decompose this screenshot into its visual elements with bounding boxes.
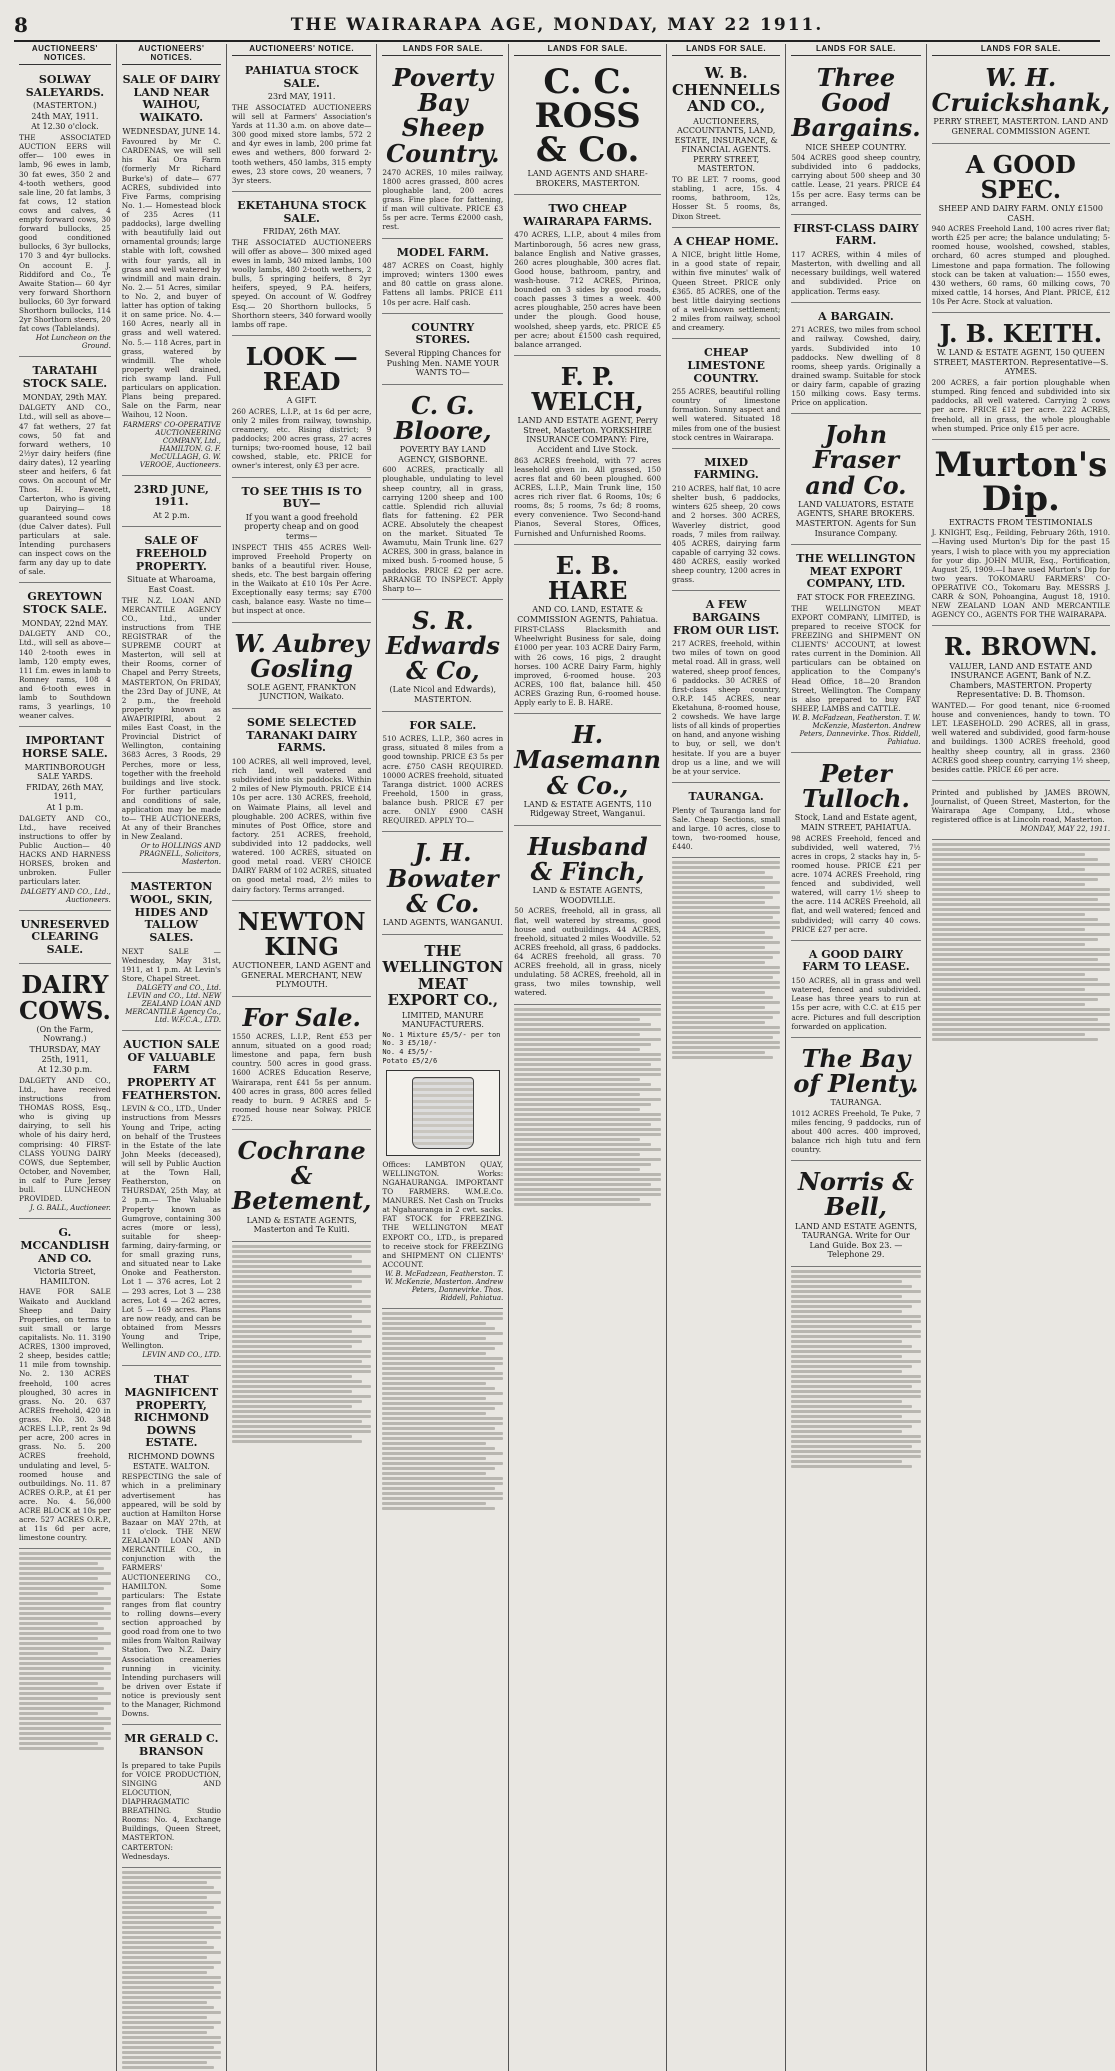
ad-title: CHEAP LIMESTONE COUNTRY. [687, 346, 765, 385]
ad-title: COUNTRY STORES. [411, 320, 475, 347]
advertisement [791, 218, 920, 303]
advertisement [382, 835, 503, 934]
ad-body-text: WANTED.— For good tenant, nice 6-roomed house and conveniences, handy to town. TO LET. LEASEHOLD. 290 ACRES, all in grass, well watered and subdivided, good farm-house and buildings. 1300 ACRES freehold, good healthy sheep country, all in grass. 2360 ACRES good sheep country, carrying 1½ sheep, besides cattle. PRICE £6 per acre. [931, 700, 1111, 774]
fine-print-filler [122, 1871, 221, 2069]
ad-body-text: 487 ACRES on Coast, highly improved; winters 1300 ewes and 80 cattle on grass alone. Fattens all lambs. PRICE £11 10s per acre. Half cash. [382, 261, 504, 307]
ad-title: TO SEE THIS IS TO BUY— [241, 484, 362, 511]
advertisement [232, 904, 371, 997]
ad-line: THURSDAY, MAY 25th, 1911, [29, 1045, 101, 1064]
column-heading: LANDS FOR SALE. [514, 44, 661, 56]
column-5 [509, 44, 667, 2071]
ad-body-text: INSPECT THIS 455 ACRES Well-improved Freehold Property on banks of a beautiful river. House, sheds, etc. The best bargain offering in the Waikato at £10 10s Per Acre. Exceptionally easy terms; say £700 cash, balance easy. Waste no time—but inspect at once. [231, 542, 372, 616]
ad-title: THE WELLINGTON MEAT EXPORT COMPANY, LTD. [796, 552, 916, 591]
ad-subtitle: LAND AND ESTATE AGENTS, TAURANGA. Write for Our Land Guide. Box 23. — Telephone 29. [794, 1221, 917, 1260]
ad-title: FIRST-CLASS DAIRY FARM. [793, 221, 919, 248]
ad-line: No. 4 £5/5/- [382, 1048, 433, 1057]
condensed-milk-ad [386, 1070, 500, 1156]
ad-body-text: THE ASSOCIATED AUCTION EERS will offer— 100 ewes in lamb, 96 ewes in lamb, 30 fat ewes, 350 2 and 4-tooth wethers, good sale line, 20 fat lambs, 3 fat cows, 12 station cows and calves, 4 empty forward cows, 30 forward bullocks, 25 good conditioned bullocks, 6 3yr bullocks, 170 3 and 4yr bullocks. On account E. J. Riddiford and Co., Te Awaite Station— 60 4yr very forward Shorthorn bullocks, 60 3yr forward Shorthorn bullocks, 114 2yr Shorthorn steers, 20 fat cows (Tablelands). [19, 133, 111, 334]
ad-signature: DALGETY and CO., Ltd. LEVIN and CO., Ltd. NEW ZEALAND LOAN AND MERCANTILE Agency Co., Ltd. W.F.C.A., LTD. [125, 984, 221, 1025]
masthead [14, 10, 1100, 42]
ad-line: FRIDAY, 26th MAY, 1911, [26, 782, 104, 802]
ad-body-text: THE ASSOCIATED AUCTIONEERS will sell at Farmers' Association's Yards at 11.30 a.m. on above date— 300 good mixed store lambs, 572 2 and 4yr ewes in lamb, 200 prime fat ewes and wethers, 800 forward 2-tooth wethers, 450 lambs, 315 empty ewes, 23 store cows, 20 weaners, 7 3yr steers. [231, 102, 372, 185]
ad-subtitle: SHEEP AND DAIRY FARM. ONLY £1500 CASH. [938, 203, 1103, 223]
ad-subtitle: LAND VALUATORS, ESTATE AGENTS, SHARE BROKERS. MASTERTON. Agents for Sun Insurance Company. [795, 499, 917, 538]
column-heading: LANDS FOR SALE. [932, 44, 1111, 56]
ad-title: MIXED FARMING. [693, 455, 759, 482]
advertisement [791, 548, 920, 753]
ad-title: W. B. CHENNELLS AND CO., [671, 64, 781, 115]
page-number: 8 [14, 13, 28, 37]
ad-title: IMPORTANT HORSE SALE. [22, 734, 108, 761]
ad-subtitle: LAND AND ESTATE AGENT, Perry Street, Masterton. YORKSHIRE INSURANCE COMPANY: Fire, Accident and Live Stock. [517, 416, 658, 455]
ad-title: PAHIATUA STOCK SALE. [245, 64, 359, 90]
ad-title: FOR SALE. [409, 718, 477, 732]
ad-title: W. H. Cruickshank, [931, 63, 1111, 118]
ad-body-text: 100 ACRES, all well improved, level, rich land, well watered and subdivided into six paddocks. Within 2 miles of New Plymouth. PRICE £14 10s per acre. 130 ACRES, freehold, on Waimate Plains, all level and ploughable. 200 ACRES, within five minutes of Post Office, store and factory. 251 ACRES, freehold, subdivided into 12 paddocks, well watered. 100 ACRES, situated on good metal road. VERY CHOICE DAIRY FARM of 102 ACRES, situated on good metal road, 2½ miles to dairy factory. Terms arranged. [231, 756, 372, 894]
ad-subtitle: LIMITED, MANURE MANUFACTURERS. [401, 1010, 484, 1030]
advertisement [514, 548, 661, 715]
ad-title: A BARGAIN. [818, 309, 894, 323]
ad-line: 24th MAY, 1911. [31, 111, 99, 121]
advertisement [514, 359, 661, 545]
advertisement [19, 1222, 111, 1549]
ad-title: MODEL FARM. [396, 245, 489, 259]
fine-print-filler [791, 1270, 920, 1468]
advertisement [932, 784, 1111, 840]
ad-subtitle: Victoria Street, HAMILTON. [33, 1267, 96, 1286]
ad-subtitle: At 2 p.m. [152, 510, 190, 520]
ad-title: J. B. KEITH. [939, 319, 1103, 349]
advertisement [232, 60, 371, 192]
ad-title: SALE OF DAIRY LAND NEAR WAIHOU, WAIKATO. [122, 73, 221, 124]
ad-title: J. H. Bowater & Co. [387, 838, 499, 918]
ad-line: No. 1 Mixture £5/5/- per ton [382, 1030, 501, 1039]
ad-line: No. 3 £5/10/- [382, 1039, 438, 1048]
ad-title: G. MCCANDLISH AND CO. [20, 1226, 110, 1265]
ad-subtitle: PERRY STREET, MASTERTON. LAND AND GENERAL COMMISSION AGENT. [933, 117, 1109, 136]
ad-body-text: Favoured by Mr C. CARDENAS, we will sell his Kai Ora Farm (formerly Mr Richard Burke's) of date— 677 ACRES, subdivided into Five Farms, comprising No. 1.— Homestead block of 235 Acres (11 paddocks), large dwelling with beautifully laid out ornamental grounds; large stable with loft, cowshed with four yards, all in grass and well watered by windmill and main drain. No. 2.— 51 Acres, similar to No. 2, and buyer of latter has option of taking it on same price. No. 4.— 160 Acres, nearly all in grass and well watered. No. 5.— 118 Acres, part in grass, watered by windmill. The whole property well drained, rich swamp land. Full particulars on application. Plans being prepared. Sale on the Farm, near Waihou, 12 Noon. [121, 137, 221, 420]
advertisement [19, 914, 111, 965]
ad-subtitle: LAND & ESTATE AGENTS, 110 Ridgeway Street, Wanganui. [523, 799, 652, 819]
ad-title: THAT MAGNIFICENT PROPERTY, RICHMOND DOWNS ESTATE. [124, 1373, 219, 1450]
ad-title: THE WELLINGTON MEAT EXPORT CO., [382, 941, 504, 1009]
ad-title: 23RD JUNE, 1911. [133, 482, 209, 509]
ad-body-text: RESPECTING the sale of which in a preliminary advertisement has appeared, will be sold by auction at Hamilton Horse Bazaar on MAY 27th, at 11 o'clock. THE NEW ZEALAND LOAN AND MERCANTILE CO., in conjunction with the FARMERS' AUCTIONEERING CO., HAMILTON. Some particulars: The Estate ranges from flat country to rolling downs—every section approached by good road from one to two miles from Walton Railway Station. Two N.Z. Dairy Association creameries running in vicinity. Intending purchasers will be driven over Estate if notice is previously sent to the Manager, Richmond Downs. [121, 1472, 221, 1719]
advertisement [122, 530, 221, 873]
ad-title: DAIRY COWS. [19, 970, 111, 1025]
advertisement [672, 786, 780, 858]
ad-body-text: THE WELLINGTON MEAT EXPORT COMPANY, LIMITED, is prepared to receive STOCK for FREEZING and SHIPMENT ON CLIENTS' ACCOUNT, at lowest rates current in the Dominion. All particulars can be obtained on application to the Company's Head Office, 18—20 Brandon Street, Wellington. The Company is also prepared to buy FAT SHEEP, LAMBS and CATTLE. [791, 603, 921, 713]
ad-subtitle: Stock, Land and Estate agent, MAIN STREET, PAHIATUA. [794, 813, 918, 832]
advertisement [19, 967, 111, 1219]
ad-subtitle: Several Ripping Chances for Pushing Men. NAME YOUR WANTS TO— [384, 348, 501, 378]
ad-body-text: 470 ACRES, L.I.P., about 4 miles from Martinborough, 56 acres new grass, balance English and Native grasses, 260 acres ploughable, 300 acres flat. Good house, bathroom, pantry, and wash-house. 712 ACRES, Pirinoa, bounded on 3 sides by good roads, coach passes 3 times a week. 400 acres ploughable, 250 acres have been under the plough. Good house, woolshed, sheep yards, etc. PRICE £5 per acre; about £1500 cash required, balance arranged. [514, 230, 661, 349]
column-heading: LANDS FOR SALE. [791, 44, 920, 56]
advertisement [791, 1164, 920, 1267]
advertisement [791, 417, 920, 545]
ad-subtitle: LAND AGENTS AND SHARE-BROKERS, MASTERTON. [527, 169, 648, 188]
ad-body-text: Printed and published by JAMES BROWN, Journalist, of Queen Street, Masterton, for the Wairarapa Age Company, Ltd., whose registered office is at Lincoln road, Masterton. [931, 787, 1111, 825]
fine-print-filler [932, 843, 1111, 1041]
ad-title: Murton's Dip. [934, 444, 1108, 519]
ad-body-text: 1550 ACRES, L.I.P., Rent £53 per annum, situated on a good road; limestone and papa, fern bush country. 500 acres in good grass. 1600 ACRES Education Reserve, Wairarapa, rent £41 5s per annum. 400 acres in grass, 800 acres felled ready to burn. 9 ACRES and 5-roomed house near Solway. PRICE £725. [231, 1031, 372, 1123]
column-4 [377, 44, 509, 2071]
ad-title: LOOK — READ [245, 341, 358, 397]
column-1 [14, 44, 117, 2071]
ad-title: C. C. ROSS & Co. [534, 62, 641, 170]
ad-subtitle: EXTRACTS FROM TESTIMONIALS [948, 517, 1093, 527]
ad-title: SOME SELECTED TARANAKI DAIRY FARMS. [246, 716, 358, 755]
advertisement [672, 60, 780, 228]
advertisement [232, 712, 371, 901]
column-3 [227, 44, 377, 2071]
ad-body-text: Plenty of Tauranga land for Sale. Cheap Sections, small and large. 10 acres, close to town, two-roomed house, £440. [671, 805, 781, 851]
ad-subtitle: (On the Farm, Nowrang.) [36, 1024, 94, 1044]
ad-subtitle: NICE SHEEP COUNTRY. [805, 142, 907, 152]
ad-subtitle: FRIDAY, 26th MAY. [262, 227, 341, 237]
ad-body-text: DALGETY AND CO., Ltd., will sell as above— 140 2-tooth ewes in lamb, 120 empty ewes, 111 f.m. ewes in lamb to Romney rams, 108 4 and 6-tooth ewes in lamb to Southdown rams, 3 yearlings, 10 weaner calves. [19, 629, 111, 721]
advertisement [122, 876, 221, 1031]
advertisement [232, 1000, 371, 1130]
advertisement [382, 317, 503, 385]
advertisement [514, 198, 661, 356]
advertisement [382, 388, 503, 600]
advertisement [672, 231, 780, 340]
ad-subtitle: AUCTIONEER, LAND AGENT and GENERAL MERCHANT, NEW PLYMOUTH. [232, 961, 371, 990]
ad-body-text: A NICE, bright little Home, in a good state of repair, within five minutes' walk of Queen Street. PRICE only £365. 85 ACRES, one of the best little dairying sections of a well-known settlement; 2 miles from railway, school and creamery. [671, 250, 781, 333]
ad-body-text: J. KNIGHT, Esq., Feilding, February 26th, 1910.—Having used Murton's Dip for the past 15 years, I wish to place with you my appreciation for your dip. JOHN MUIR, Esq., Fortification, August 25, 1909.—I have used Murton's Dip for two years. TOKOMARU FARMERS' CO-OPERATIVE CO., Tokomaru Bay. MESSRS J. CARR & SON, Pohoangina, August 18, 1910. NEW ZEALAND LOAN AND MERCANTILE AGENCY CO., AGENTS FOR THE WAIRARAPA. [931, 528, 1111, 620]
ad-title: Cochrane & Betement, [231, 1136, 372, 1216]
ad-title: TWO CHEAP WAIRARAPA FARMS. [523, 202, 653, 228]
ad-signature: W. B. McFadzean, Featherston. T. W. McKenzie, Masterton. Andrew Peters, Dannevirke. Thos. Riddell, Pahiatua. [791, 714, 921, 747]
advertisement [672, 452, 780, 591]
advertisement [19, 360, 111, 583]
ad-body-text: 98 ACRES Freehold, fenced and subdivided, well watered, 7½ acres in crops, 2 stacks hay in, 5-roomed house. PRICE £21 per acre. 1074 ACRES Freehold, ring fenced and subdivided, well watered, will carry 1½ sheep to the acre. 114 ACRES Freehold, all flat, and well watered; fenced and subdivided; will carry 40 cows. PRICE £27 per acre. [791, 833, 921, 934]
ad-body-text: 863 ACRES freehold, with 77 acres leasehold given in. All grassed, 150 acres flat and 60 been ploughed. 600 ACRES, L.I.P., Main Trunk line, 150 acres rich river flat. 6 Rooms, 10s; 6 rooms, 8s; 5 rooms, 7s 6d; 8 rooms, every convenience. Two Second-hand Pianos, Several Stores, Offices, Furnished and Unfurnished Rooms. [514, 455, 661, 538]
fine-print-filler [232, 1245, 371, 1443]
ad-body-text: 504 ACRES good sheep country, subdivided into 6 paddocks, carrying about 500 sheep and 30 cattle. Lease, 21 years. PRICE £4 15s per acre. Easy terms can be arranged. [791, 153, 921, 208]
ad-title: A FEW BARGAINS FROM OUR LIST. [673, 598, 780, 637]
advertisement [19, 586, 111, 727]
column-heading: LANDS FOR SALE. [672, 44, 780, 56]
ad-signature: LEVIN AND CO., LTD. [142, 1351, 221, 1360]
ad-title: A CHEAP HOME. [673, 234, 779, 248]
advertisement [122, 1728, 221, 1867]
ad-subtitle: WEDNESDAY, JUNE 14. [122, 126, 221, 136]
fine-print-filler [19, 1552, 111, 1750]
ad-body-text: NEXT SALE — Wednesday, May 31st, 1911, at 1 p.m. At Levin's Store, Chapel Street. [121, 946, 221, 984]
advertisement [232, 626, 371, 710]
ad-body-text: 940 ACRES Freehold Land, 100 acres river flat; worth £25 per acre; the balance undulating; 5-roomed house, woolshed, cowshed, stables, orchard, 60 acres stumped and ploughed. Limestone and papa formation. The following stock can be taken at valuation:— 1550 ewes, 430 wethers, 60 rams, 60 milking cows, 70 mixed cattle, 14 horses, And Plant. PRICE, £12 10s Per Acre. Stock at valuation. [931, 224, 1111, 306]
ad-body-text: 600 ACRES, practically all ploughable, undulating to level sheep country, all in grass, carrying 1200 sheep and 100 cattle. Splendid rich alluvial flats for fattening. £2 PER ACRE. Absolutely the cheapest on the market. Situated Te Awamutu, Main Trunk line. 627 ACRES, 300 in grass, balance in mixed bush. 5-roomed house, 5 paddocks. PRICE £2 per acre. ARRANGE TO INSPECT. Apply Sharp to— [382, 465, 504, 593]
ad-title: John Fraser and Co. [805, 420, 907, 500]
ad-signature: Or to HOLLINGS AND PRAGNELL, Solicitors, Masterton. [139, 842, 221, 867]
fine-print-filler [672, 861, 780, 1059]
advertisement [122, 1034, 221, 1366]
advertisement [932, 629, 1111, 780]
column-heading: AUCTIONEERS' NOTICES. [122, 44, 221, 65]
ad-title: Norris & Bell, [797, 1167, 914, 1222]
column-8 [927, 44, 1115, 2071]
ad-body-text: 150 ACRES, all in grass and well watered, fenced and subdivided. Lease has three years to run at 15s per acre, with C.C. at £15 per acre. Pictures and full description forwarded on application. [791, 976, 921, 1031]
ad-body-text: 200 ACRES, a fair portion ploughable when stumped. Ring fenced and subdivided into six paddocks, all well watered. Carrying 2 cows per acre. PRICE £12 per acre. 222 ACRES, freehold, all in grass, the whole ploughable when stumped. Price only £15 per acre. [931, 378, 1111, 433]
advertisement [791, 60, 920, 215]
ad-title: NEWTON KING [237, 906, 366, 961]
ad-title: TAURANGA. [688, 789, 764, 803]
ad-subtitle: FAT STOCK FOR FREEZING. [796, 593, 916, 603]
ad-body-text: DALGETY AND CO., Ltd., will sell as above— 47 fat wethers, 27 fat cows, 50 fat and forward wethers, 10 2½yr dairy heifers (fine dairy dates), 12 yearling steer and heifers, 6 fat cows. On account of Mr Thos. H. Fawcett, Carterton, who is giving up Dairying— 18 guaranteed sound cows (due Calver dates). Full particulars at sale. Intending purchasers can inspect cows on the farm any day up to date of sale. [19, 403, 111, 577]
advertisement [672, 594, 780, 783]
ad-signature: Hot Luncheon on the Ground. [35, 334, 111, 351]
advertisement [122, 479, 221, 528]
columns-container [14, 44, 1111, 1861]
ad-body-text: 50 ACRES, freehold, all in grass, all flat, well watered by streams, good house and outbuildings. 44 ACRES, freehold, situated 2 miles Woodville. 52 ACRES freehold, all grass, 6 paddocks. 64 ACRES freehold, all grass. 70 ACRES freehold, all in grass, nicely undulating. 58 ACRES, freehold, all in grass, two miles township, well watered. [514, 906, 661, 998]
ad-subtitle: VALUER, LAND AND ESTATE AND INSURANCE AGENT, Bank of N.Z. Chambers, MASTERTON. Property Representative: D. B. Thomson. [949, 661, 1093, 700]
ad-subtitle: AUCTIONEERS, ACCOUNTANTS, LAND, ESTATE, INSURANCE, & FINANCIAL AGENTS. PERRY STREET, MASTERTON. [674, 116, 778, 174]
ad-title: H. Masemann & Co., [514, 720, 661, 800]
ad-subtitle: 23rd MAY, 1911. [267, 92, 336, 102]
advertisement [19, 69, 111, 357]
fine-print-filler [382, 1312, 503, 1510]
ad-body-text: THE ASSOCIATED AUCTIONEERS will offer as above— 300 mixed aged ewes in lamb, 340 mixed lambs, 100 woolly lambs, 480 2-tooth wethers, 2 bulls, 5 springing heifers, 8 2yr heifers, speyed, 9 P.A. heifers, speyed. On account of W. Godfrey Esq.— 20 Shorthorn bullocks, 5 Shorthorn steers, 340 forward woolly lambs off rape. [231, 237, 372, 329]
ad-title: TARATAHI STOCK SALE. [22, 364, 108, 391]
column-2 [117, 44, 227, 2071]
ad-subtitle: (MASTERTON.) [33, 101, 97, 111]
ad-body-text: 210 ACRES, half flat, 10 acre shelter bush, 6 paddocks, winters 625 sheep, 20 cows and 2 horses. 300 ACRES, Waverley district, good roads, 7 miles from railway. 405 ACRES, dairying farm capable of carrying 32 cows. 480 ACRES, easily worked sheep country, 1200 acres in grass. [671, 484, 781, 585]
ad-line: MONDAY, 22nd MAY. [21, 618, 109, 628]
ad-title: SALE OF FREEHOLD PROPERTY. [135, 534, 207, 573]
ad-title: Poverty Bay Sheep Country. [386, 63, 500, 168]
ad-body-text: 117 ACRES, within 4 miles of Masterton, with dwelling and all necessary buildings, well watered and subdivided. Price on application. Terms easy. [791, 250, 921, 296]
ad-body-text: 2470 ACRES, 10 miles railway, 1800 acres grassed, 800 acres ploughable land, 200 acres grass. Fine place for fattening, if man will cultivate. PRICE £3 5s per acre. Terms £2000 cash, rest. [382, 167, 504, 232]
ad-title: GREYTOWN STOCK SALE. [22, 590, 108, 617]
ad-subtitle: (Late Nicol and Edwards), MASTERTON. [389, 685, 497, 705]
ad-signature: J. G. BALL, Auctioneer. [29, 1204, 111, 1213]
advertisement [232, 339, 371, 478]
advertisement [932, 316, 1111, 440]
ad-title: R. BROWN. [944, 632, 1098, 662]
advertisement [672, 342, 780, 449]
ad-line: At 12.30 p.m. [37, 1065, 93, 1075]
ad-body-text: FIRST-CLASS Blacksmith and Wheelwright Business for sale, doing £1000 per year. 103 ACRE Dairy Farm, with 26 cows, 16 pigs, 2 draught horses. 100 ACRE Dairy Farm, highly improved, 6-roomed house. 203 ACRES, 100 flat, balance hill. 450 ACRES Grazing Run, 6-roomed house. Apply early to E. B. HARE. [514, 625, 661, 708]
ad-title: For Sale. [242, 1002, 361, 1032]
advertisement [232, 1133, 371, 1242]
advertisement [514, 829, 661, 1005]
ad-subtitle: TAURANGA. [830, 1098, 882, 1108]
ad-body-text: 255 ACRES, beautiful rolling country of limestone formation. Sunny aspect and well watered. Situated 18 miles from one of the busiest stock centres in Wairarapa. [671, 387, 781, 442]
ad-title: The Bay of Plenty. [793, 1043, 919, 1098]
advertisement [791, 944, 920, 1038]
ad-title: A GOOD SPEC. [965, 149, 1076, 204]
ad-title: AUCTION SALE OF VALUABLE FARM PROPERTY AT FEATHERSTON. [121, 1038, 221, 1102]
advertisement [382, 60, 503, 239]
ad-body-text: HAVE FOR SALE Waikato and Auckland Sheep and Dairy Properties, on terms to suit small or large capitalists. No. 11. 3190 ACRES, 1300 improved, 2 sheep, besides cattle; 11 mile from township. No. 2. 130 ACRES freehold, 100 acres ploughed, 30 acres in grass. No. 20. 637 ACRES freehold, 420 in grass. No. 30. 348 ACRES L.I.P., rent 2s 9d per acre, 200 acres in grass. No. 5. 200 ACRES freehold, undulating and level, 5-roomed house and outbuildings. No. 11. 87 ACRES O.R.P., at £1 per acre. No. 4. 56,000 ACRE BLOCK at 10s per acre. 527 ACRES O.R.P., at 11s 6d per acre, limestone country. [19, 1287, 111, 1543]
ad-title: MR GERALD C. BRANSON [124, 1732, 219, 1758]
ad-subtitle: SOLE AGENT, FRANKTON JUNCTION, Waikato. [247, 682, 357, 702]
advertisement [232, 195, 371, 336]
ad-title: EKETAHUNA STOCK SALE. [237, 198, 367, 225]
advertisement [514, 717, 661, 826]
ad-body-text: LEVIN & CO., LTD., Under instructions from Messrs Young and Tripe, acting on behalf of the Trustees in the Estate of the late John Meeks (deceased), will sell by Public Auction at the Town Hall, Featherston, on THURSDAY, 25th May, at 2 p.m.— The Valuable Property known as Gumgrove, containing 300 acres (more or less), suitable for sheep-farming, dairy-farming, or for small grazing runs, and situated near to Lake Onoke and Featherston. Lot 1 — 376 acres, Lot 2 — 293 acres, Lot 3 — 238 acres, Lot 4 — 262 acres, Lot 5 — 169 acres. Plans are now ready, and can be obtained from Messrs Young and Tripe, Wellington. [121, 1104, 221, 1351]
ad-body-text: 510 ACRES, L.I.P., 360 acres in grass, situated 8 miles from a good township. PRICE £3 5s per acre. £750 CASH REQUIRED. 10000 ACRES freehold, situated Taranga district. 1000 ACRES Freehold, 1500 in grass, balance bush. PRICE £7 per acre. ONLY £900 CASH REQUIRED. APPLY TO— [382, 734, 504, 826]
advertisement [932, 60, 1111, 144]
advertisement [791, 756, 920, 941]
ad-subtitle: AND CO. LAND, ESTATE & COMMISSION AGENTS, Pahiatua. [517, 605, 659, 624]
ad-title: MASTERTON WOOL, SKIN, HIDES AND TALLOW SALES. [129, 880, 213, 945]
ad-line: At 12.30 o'clock. [31, 122, 99, 132]
column-heading: AUCTIONEERS' NOTICES. [19, 44, 111, 65]
ad-title: A GOOD DAIRY FARM TO LEASE. [802, 947, 910, 974]
ad-title: F. P. WELCH, [531, 361, 644, 417]
advertisement [382, 603, 503, 712]
ad-title: E. B. HARE [547, 550, 628, 605]
newspaper-title: THE WAIRARAPA AGE, MONDAY, MAY 22 1911. [290, 15, 824, 35]
fine-print-filler [514, 1008, 661, 1206]
ad-subtitle: If you want a good freehold property cheap and on good terms— [244, 512, 359, 542]
ad-body-text: TO BE LET. 7 rooms, good stabling, 1 acre, 15s. 4 rooms, bathroom, 12s, Hosser St. 5 rooms, 8s, Dixon Street. [671, 175, 781, 221]
ad-title: UNRESERVED CLEARING SALE. [20, 917, 110, 956]
ad-line: Potato £5/2/6 [382, 1056, 438, 1065]
ad-line: At 1 p.m. [46, 803, 84, 813]
advertisement [19, 730, 111, 910]
advertisement [932, 147, 1111, 314]
advertisement [122, 69, 221, 476]
ad-title: S. R. Edwards & Co, [385, 605, 500, 686]
ad-signature: W. B. McFadzean, Featherston. T. W. McKenzie, Masterton. Andrew Peters, Dannevirke. Thos. Riddell, Pahiatua. [384, 1270, 504, 1302]
ad-subtitle: LAND & ESTATE AGENTS, Masterton and Te Kuiti. [246, 1215, 357, 1235]
column-6 [667, 44, 786, 2071]
ad-body-text: 1012 ACRES Freehold, Te Puke, 7 miles fencing, 9 paddocks, run of about 400 acres. 400 improved, balance rich high tutu and fern country. [791, 1108, 921, 1155]
ad-subtitle: W. LAND & ESTATE AGENT, 150 QUEEN STREET, MASTERTON. Representative—S. AYMES. [933, 348, 1109, 377]
advertisement [791, 306, 920, 415]
ad-title: SOLWAY SALEYARDS. [25, 73, 105, 99]
ad-title: Husband & Finch, [527, 831, 648, 887]
ad-subtitle: Situate at Wharoama, East Coast. [127, 575, 216, 594]
advertisement [382, 242, 503, 314]
ad-body-text: DALGETY AND CO., Ltd., have received instructions to offer by Public Auction— 40 HACKS AND HARNESS HORSES, broken and unbroken. Fuller particulars later. [19, 813, 111, 887]
advertisement [514, 60, 661, 195]
ad-subtitle: POVERTY BAY LAND AGENCY, GISBORNE. [398, 445, 488, 464]
ad-body-text: THE N.Z. LOAN AND MERCANTILE AGENCY CO., Ltd., under instructions from THE REGISTRAR of the SUPREME COURT at Masterton, will sell at their Rooms, corner of Chapel and Perry Streets, MASTERTON, On FRIDAY, the 23rd Day of JUNE, At 2 p.m., the freehold property known as AWAPIRIPIRI, about 2 miles East Coast, in the Provincial District of Wellington, containing 3683 Acres, 3 Roods, 29 Perches, more or less, together with the freehold buildings and live stock. For further particulars and conditions of sale, application may be made to— THE AUCTIONEERS, At any of their Branches in New Zealand. [121, 595, 221, 842]
milk-tin-illustration [412, 1077, 474, 1149]
ad-body-text: 271 ACRES, two miles from school and railway. Cowshed, dairy, yards. Subdivided into 10 paddocks. New dwelling of 8 rooms, sheep yards. Originally a drained swamp. Suitable for stock or dairy farm, capable of grazing 150 milking cows. Easy terms. Price on application. [791, 325, 921, 408]
column-heading: LANDS FOR SALE. [382, 44, 503, 56]
advertisement [382, 715, 503, 833]
ad-body-text: Offices: LAMBTON QUAY, WELLINGTON. Works: NGAHAURANGA. IMPORTANT TO FARMERS. W.M.E.Co. MANURES. Net Cash on Trucks at Ngahauranga in 2 cwt. sacks. FAT STOCK for FREEZING. THE WELLINGTON MEAT EXPORT CO., LTD., is prepared to receive stock for FREEZING and SHIPMENT ON CLIENTS' ACCOUNT. [382, 1159, 504, 1269]
ad-title: C. G. Bloore, [393, 390, 492, 445]
ad-title: W. Aubrey Gosling [234, 628, 369, 683]
advertisement [122, 1369, 221, 1725]
column-7 [786, 44, 926, 2071]
ad-signature: DALGETY AND CO., Ltd., Auctioneers. [20, 887, 111, 904]
ad-body-text: 260 ACRES, L.I.P., at 1s 6d per acre, only 2 miles from railway, township, creamery, etc. Rising district; 9 paddocks; 200 acres grass, 27 acres turnips; two-roomed house, 12 bail cowshed, stable, etc. PRICE for owner's interest, only £3 per acre. [231, 406, 372, 471]
ad-subtitle: MARTINBOROUGH SALE YARDS. [24, 762, 106, 782]
ad-line: MONDAY, 29th MAY. [22, 392, 108, 402]
ad-subtitle: A GIFT. [286, 396, 317, 406]
ad-body-text: DALGETY AND CO., Ltd., have received instructions from THOMAS ROSS, Esq., who is giving up dairying, to sell his whole of his dairy herd, comprising: 40 FIRST-CLASS YOUNG DAIRY COWS, due September, October, and November, in calf to Pure Jersey bull. LUNCHEON PROVIDED. [19, 1075, 111, 1204]
ad-signature: FARMERS' CO-OPERATIVE AUCTIONEERING COMPANY, Ltd., HAMILTON. G. F. McCULLAGH, G. W. VEROOE, Auctioneers. [123, 420, 221, 469]
advertisement [932, 443, 1111, 627]
advertisement [232, 481, 371, 623]
ad-subtitle: LAND & ESTATE AGENTS, WOODVILLE. [532, 886, 643, 905]
ad-title: Three Good Bargains. [791, 63, 921, 143]
ad-subtitle: RICHMOND DOWNS ESTATE. WALTON. [128, 1452, 215, 1471]
ad-subtitle: LAND AGENTS, WANGANUI. [382, 917, 503, 927]
ad-signature: MONDAY, MAY 22, 1911. [1020, 825, 1111, 834]
column-heading: AUCTIONEERS' NOTICE. [232, 44, 371, 56]
ad-body-text: Is prepared to take Pupils for VOICE PRODUCTION, SINGING AND ELOCUTION, DIAPHRAGMATIC BREATHING. Studio Rooms: No. 4, Exchange Buildings, Queen Street, MASTERTON. CARTERTON: Wednesdays. [121, 1760, 221, 1861]
ad-title: Peter Tulloch. [802, 759, 910, 814]
advertisement [382, 938, 503, 1310]
advertisement [791, 1041, 920, 1162]
ad-body-text: 217 ACRES, freehold, within two miles of town on good metal road. All in grass, well watered, sheep proof fences, 6 paddocks. 30 ACRES of first-class sheep country, O.R.P. 145 ACRES, near Eketahuna, 8-roomed house, 2 cowsheds. We have large lists of all kinds of properties on hand, and anyone wishing to buy, or sell, we don't hesitate. If you are a buyer drop us a line, and we will be at your service. [671, 639, 781, 776]
